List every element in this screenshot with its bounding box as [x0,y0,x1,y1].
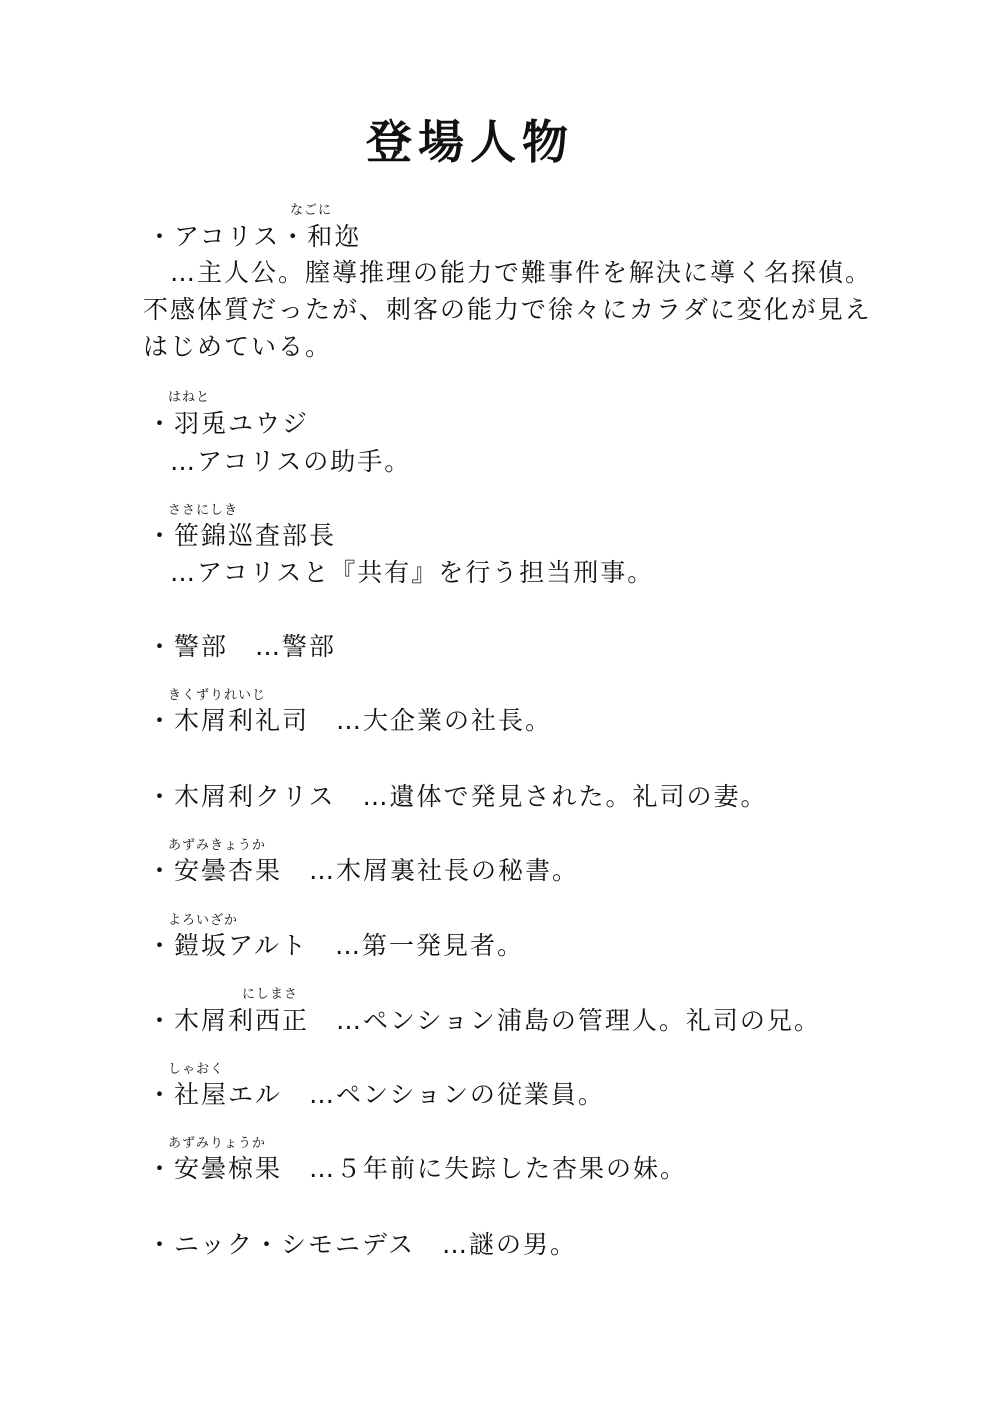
entry-1-desc-1: …主人公。膣導推理の能力で難事件を解決に導く名探偵。 [170,258,873,287]
entry-12-name: ・ニック・シモニデス …謎の男。 [147,1230,578,1259]
entry-6-name: ・木屑利クリス …遺体で発見された。礼司の妻。 [147,782,768,811]
entry-8-ruby: よろいざか [168,913,239,928]
entry-1-ruby: なごに [290,203,333,218]
entry-5-ruby: きくずりれいじ [168,688,267,703]
entry-1-desc-2: 不感体質だったが、刺客の能力で徐々にカラダに変化が見え [143,295,872,324]
entry-11-ruby: あずみりょうか [168,1136,267,1151]
entry-10-name: ・社屋エル …ペンションの従業員。 [147,1080,605,1109]
entry-3-ruby: ささにしき [168,503,239,518]
entry-9-ruby: にしまさ [242,987,299,1002]
entry-9-name: ・木屑利西正 …ペンション浦島の管理人。礼司の兄。 [147,1006,821,1035]
entry-11-name: ・安曇椋果 …５年前に失踪した杏果の妹。 [147,1154,688,1183]
entry-2-ruby: はねと [168,390,211,405]
entry-3-desc-1: …アコリスと『共有』を行う担当刑事。 [170,558,655,587]
entry-7-name: ・安曇杏果 …木屑裏社長の秘書。 [147,856,580,885]
entry-5-name: ・木屑利礼司 …大企業の社長。 [147,706,553,735]
entry-1-desc-3: はじめている。 [143,332,333,361]
page-title: 登場人物 [366,115,574,169]
entry-8-name: ・鎧坂アルト …第一発見者。 [147,931,525,960]
entry-2-name: ・羽兎ユウジ [147,409,310,438]
entry-2-desc-1: …アコリスの助手。 [170,447,412,476]
entry-7-ruby: あずみきょうか [168,838,267,853]
entry-3-name: ・笹錦巡査部長 [147,521,337,550]
entry-4-name: ・警部 …警部 [147,632,337,661]
entry-1-name: ・アコリス・和迩 [147,222,362,251]
entry-10-ruby: しゃおく [168,1062,225,1077]
